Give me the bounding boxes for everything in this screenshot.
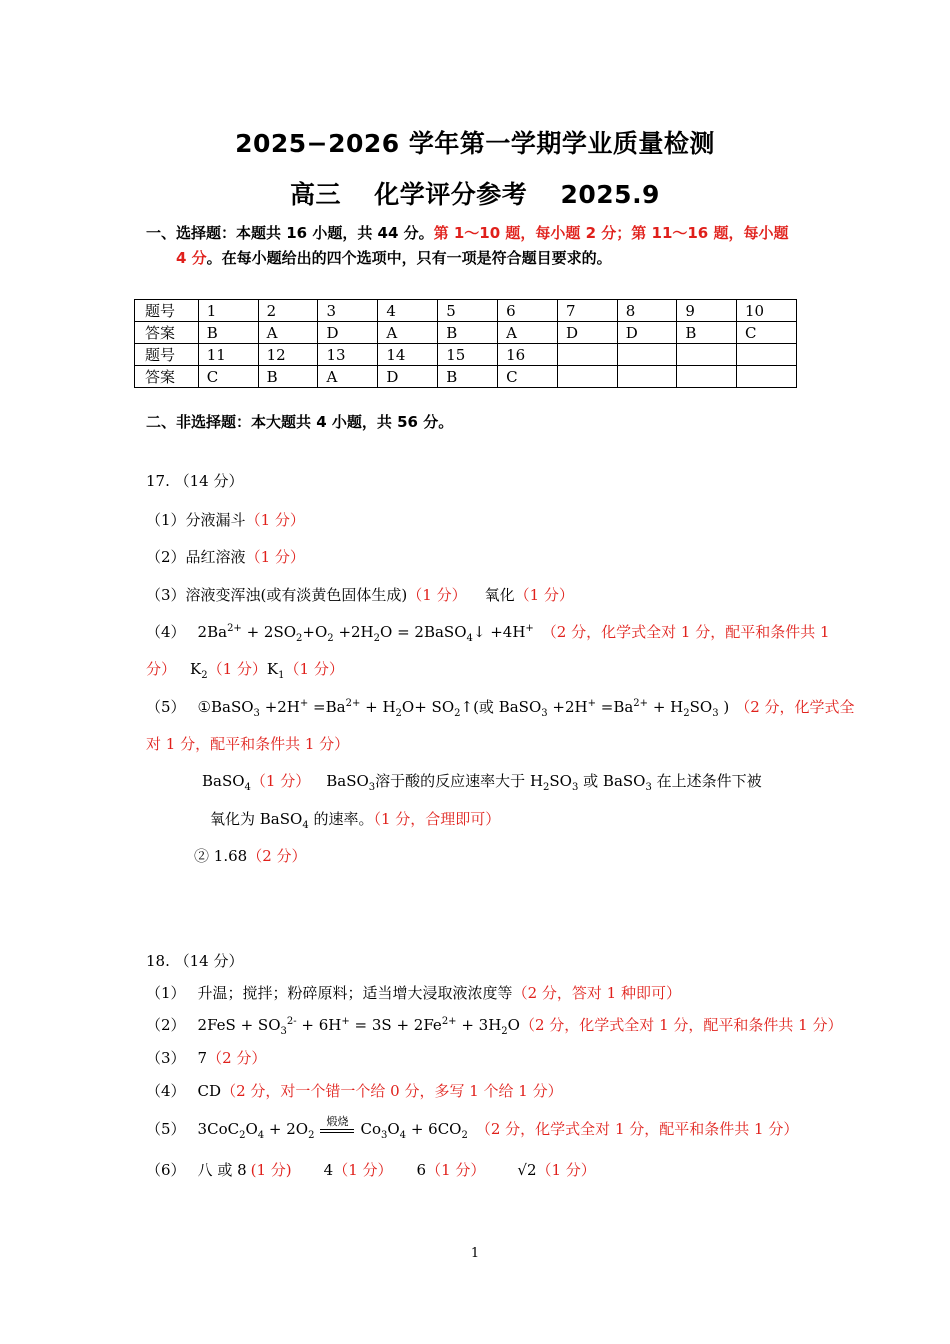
- reason-text: 氧化为: [210, 810, 256, 828]
- equation: $2FeS + SO_3^{2-} + 6H^+ = 3S + 2Fe^{2+} + 3H_2O$: [197, 1016, 520, 1037]
- reaction-arrow: [318, 1115, 356, 1140]
- sub-number: ②: [194, 847, 210, 865]
- formula: BaSO$_4$: [255, 810, 309, 831]
- q18-heading: 18. （14 分）: [146, 952, 244, 970]
- part-number: （2）: [146, 1016, 186, 1034]
- document-subtitle: [0, 175, 950, 211]
- score-note: 对 1 分，配平和条件共 1 分）: [146, 735, 350, 753]
- table-cell: D: [617, 322, 677, 344]
- close-paren: ): [723, 698, 730, 716]
- table-cell: 9: [677, 300, 737, 322]
- table-header-cell: 答案: [135, 366, 199, 388]
- table-cell: 15: [438, 344, 498, 366]
- table-cell: B: [438, 322, 498, 344]
- q18-part5: [146, 1115, 799, 1141]
- answer-text: 分液漏斗: [185, 511, 246, 529]
- table-cell: C: [736, 322, 796, 344]
- q18-part6: [146, 1160, 596, 1180]
- answer-text: 溶液变浑浊(或有淡黄色固体生成): [185, 586, 408, 604]
- q17-part5-cont: [146, 734, 349, 754]
- part-number: （4）: [146, 623, 186, 641]
- table-cell: [617, 344, 677, 366]
- score-note: （1 分）: [284, 660, 344, 678]
- q17-part5-reason-cont: [210, 809, 500, 829]
- answer-text: √2: [517, 1161, 537, 1179]
- score-note: （1 分）: [250, 772, 311, 790]
- table-cell: 5: [438, 300, 498, 322]
- table-cell: 12: [258, 344, 318, 366]
- answer-text: 7: [197, 1049, 208, 1067]
- q17-part2: [146, 547, 305, 567]
- table-cell: B: [198, 322, 258, 344]
- table-cell: C: [198, 366, 258, 388]
- table-cell: D: [378, 366, 438, 388]
- table-cell: [677, 344, 737, 366]
- table-cell: A: [258, 322, 318, 344]
- reason-text: 溶于酸的反应速率大于: [375, 772, 526, 790]
- page-number: 1: [470, 1246, 480, 1261]
- part-number: （1）: [146, 511, 186, 529]
- table-cell: 13: [318, 344, 378, 366]
- score-note: 分）: [146, 660, 177, 678]
- table-cell: 1: [198, 300, 258, 322]
- subtitle-date: 2025.9: [560, 180, 660, 209]
- table-cell: 2: [258, 300, 318, 322]
- reason-text: 或: [583, 772, 599, 790]
- table-cell: D: [558, 322, 618, 344]
- part-number: （3）: [146, 586, 186, 604]
- table-cell: [736, 344, 796, 366]
- score-note: （1 分）: [514, 586, 574, 604]
- table-cell: 11: [198, 344, 258, 366]
- formula: BaSO$_4$: [202, 772, 251, 793]
- q17-part4: [146, 622, 830, 642]
- table-cell: 14: [378, 344, 438, 366]
- table-cell: D: [318, 322, 378, 344]
- score-note: （2 分，对一个错一个给 0 分，多写 1 个给 1 分）: [221, 1082, 563, 1100]
- q17-part1: [146, 510, 305, 530]
- table-header-cell: 题号: [135, 344, 199, 366]
- q17-part3: [146, 585, 574, 605]
- equation: $2Ba^{2+} + 2SO_2+O_2 +2H_2O$ = 2BaSO$_4$↓ +4H+: [197, 623, 534, 644]
- table-cell: 10: [736, 300, 796, 322]
- table-cell: A: [378, 322, 438, 344]
- score-note: （2 分）: [207, 1049, 267, 1067]
- score-note: （1 分）: [536, 1161, 596, 1179]
- answer-text: 八 或 8: [197, 1161, 247, 1179]
- section1-lead: 一、选择题：本题共 16 小题，共 44 分。: [146, 224, 434, 242]
- section1-scoring-end: 4 分: [176, 249, 207, 267]
- answer-text: 6: [416, 1161, 427, 1179]
- table-cell: 16: [498, 344, 558, 366]
- score-note: （2 分，化学式全对 1 分，配平和条件共 1: [541, 623, 830, 641]
- constant-k2: $K_2$: [190, 660, 208, 681]
- table-cell: [617, 366, 677, 388]
- table-cell: B: [677, 322, 737, 344]
- score-note: （1 分）: [426, 1161, 486, 1179]
- score-note: （2 分）: [247, 847, 307, 865]
- part-number: （3）: [146, 1049, 186, 1067]
- table-cell: C: [498, 366, 558, 388]
- q18-part1: [146, 983, 681, 1003]
- section2-heading: 二、非选择题：本大题共 4 小题，共 56 分。: [146, 413, 454, 431]
- document-title: 2025−2026 学年第一学期学业质量检测: [235, 129, 715, 158]
- table-cell: 3: [318, 300, 378, 322]
- subtitle-subject: 化学评分参考: [374, 180, 528, 209]
- q18-part4: [146, 1081, 563, 1101]
- formula: BaSO$_3$: [598, 772, 652, 793]
- equation: $3CoC_2O_4 + 2O_2$: [197, 1120, 315, 1141]
- q17-part5: [146, 697, 855, 717]
- table-cell: [677, 366, 737, 388]
- table-cell: B: [258, 366, 318, 388]
- table-cell: 7: [558, 300, 618, 322]
- table-cell: 8: [617, 300, 677, 322]
- part-number: （1）: [146, 984, 186, 1002]
- q17-heading: 17. （14 分）: [146, 472, 244, 490]
- score-note: （1 分）: [207, 660, 267, 678]
- formula: BaSO$_3$: [326, 772, 376, 793]
- score-note: (1 分): [250, 1161, 292, 1179]
- section1-line2: [176, 248, 612, 268]
- answer-table: [134, 299, 797, 388]
- answer-text: 4: [323, 1161, 334, 1179]
- part-number: （6）: [146, 1161, 186, 1179]
- reaction-condition: 煅烧: [326, 1115, 349, 1128]
- table-cell: 6: [498, 300, 558, 322]
- table-row: [135, 322, 797, 344]
- table-cell: [558, 344, 618, 366]
- table-row: [135, 366, 797, 388]
- constant-k1: $K_1$: [266, 660, 285, 681]
- table-cell: A: [318, 366, 378, 388]
- score-note: （1 分）: [333, 1161, 393, 1179]
- section1-scoring: 第 1～10 题，每小题 2 分；第 11～16 题，每小题: [433, 224, 789, 242]
- score-note: （2 分，化学式全: [735, 698, 855, 716]
- answer-text: CD: [197, 1082, 222, 1100]
- table-row: [135, 344, 797, 366]
- table-cell: B: [438, 366, 498, 388]
- table-header-cell: 题号: [135, 300, 199, 322]
- reason-text: 在上述条件下被: [656, 772, 762, 790]
- score-note: （2 分，答对 1 种即可）: [512, 984, 681, 1002]
- section1-line1: [146, 223, 788, 243]
- q17-part5-value: [194, 846, 307, 866]
- formula: $H_2SO_3$: [525, 772, 579, 793]
- answer-text: 氧化: [484, 586, 515, 604]
- part-number: （4）: [146, 1082, 186, 1100]
- subtitle-grade: 高三: [290, 180, 342, 209]
- q17-part4-cont: [146, 659, 344, 679]
- score-note: （1 分）: [245, 511, 305, 529]
- score-note: （1 分）: [407, 586, 467, 604]
- table-cell: A: [498, 322, 558, 344]
- score-note: （2 分，化学式全对 1 分，配平和条件共 1 分）: [475, 1120, 799, 1138]
- q18-part3: [146, 1048, 266, 1068]
- part-number: （5）: [146, 1120, 186, 1138]
- equation: BaSO$_3$ $+2H^+ =Ba^{2+} + H_2O+$ $SO_2↑$: [211, 698, 474, 719]
- equation-alt: BaSO$_3$ $+2H^+ =Ba^{2+} + H_2SO_3$: [493, 698, 719, 719]
- section1-instruction: 。在每小题给出的四个选项中，只有一项是符合题目要求的。: [206, 249, 612, 267]
- score-note: （2 分，化学式全对 1 分，配平和条件共 1 分）: [519, 1016, 843, 1034]
- answer-text: 1.68: [213, 847, 248, 865]
- part-number: （5）: [146, 698, 186, 716]
- q17-part5-reason: [202, 771, 762, 791]
- table-row: [135, 300, 797, 322]
- reason-text: 的速率。: [313, 810, 374, 828]
- table-cell: [558, 366, 618, 388]
- score-note: （1 分）: [245, 548, 305, 566]
- answer-text: 升温；搅拌；粉碎原料；适当增大浸取液浓度等: [197, 984, 513, 1002]
- or-text: (或: [473, 698, 494, 716]
- equation-products: $Co_3O_4 + 6CO_2$: [360, 1120, 468, 1141]
- score-note: （1 分，合理即可）: [373, 810, 501, 828]
- answer-text: 品红溶液: [185, 548, 246, 566]
- table-header-cell: 答案: [135, 322, 199, 344]
- part-number: （2）: [146, 548, 186, 566]
- q18-part2: [146, 1015, 842, 1035]
- sub-number: ①: [197, 698, 211, 716]
- table-cell: 4: [378, 300, 438, 322]
- table-cell: [736, 366, 796, 388]
